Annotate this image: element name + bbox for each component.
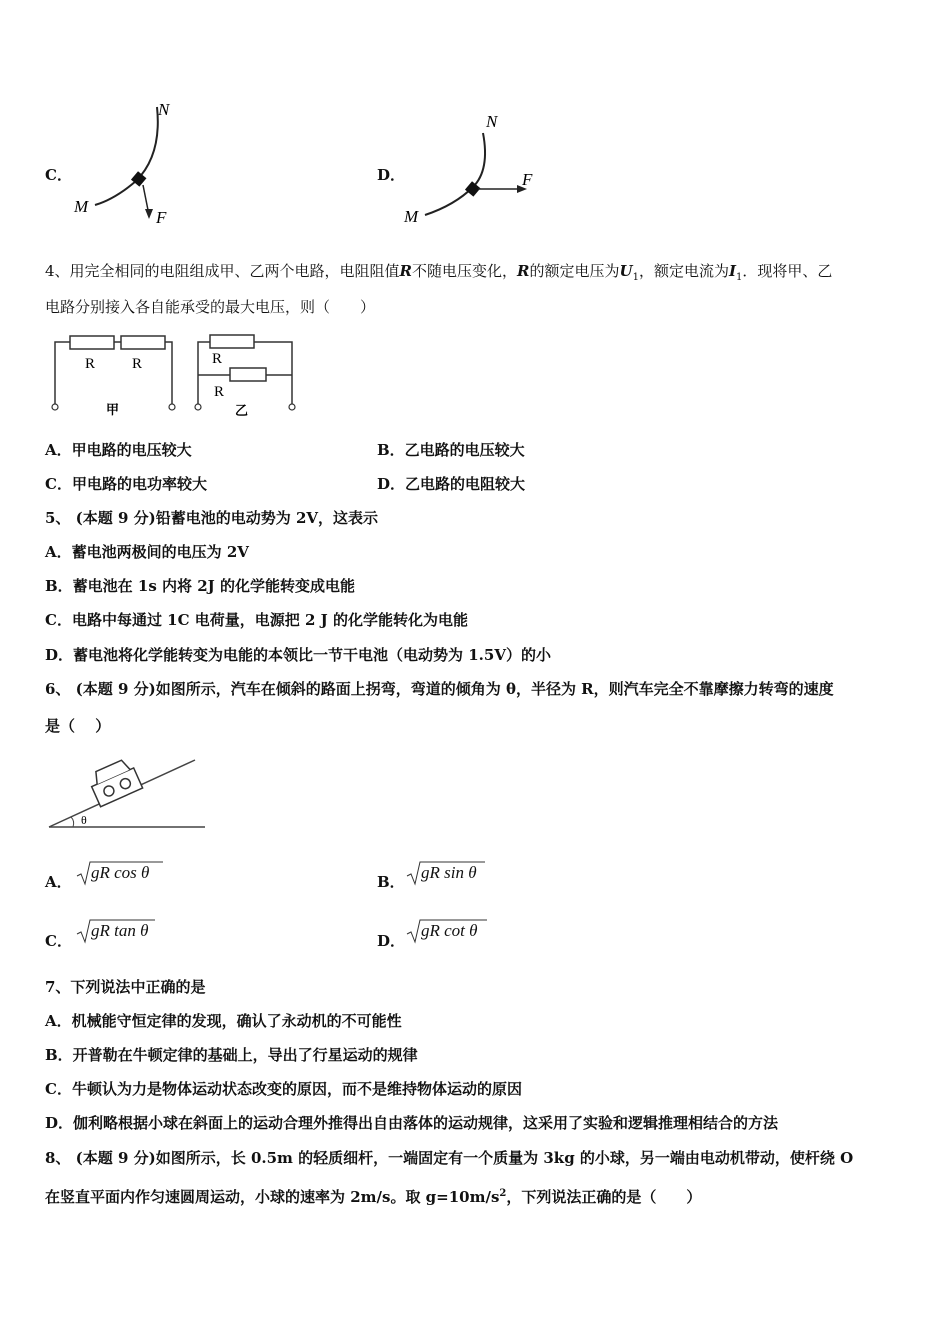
q5-option-d: D．蓄电池将化学能转变为电能的本领比一节干电池（电动势为 1.5V）的小 <box>45 646 551 664</box>
force-label: F <box>156 208 167 227</box>
point-n-label: N <box>486 112 498 131</box>
angle-label: θ <box>81 813 87 827</box>
q7-option-a: A．机械能守恒定律的发现，确认了永动机的不可能性 <box>45 1012 402 1030</box>
q7-option-b: B．开普勒在牛顿定律的基础上，导出了行星运动的规律 <box>45 1046 418 1064</box>
resistor-left <box>70 336 114 349</box>
q7-option-c: C．牛顿认为力是物体运动状态改变的原因，而不是维持物体运动的原因 <box>45 1080 522 1098</box>
q6-stem-line1: 6、 (本题 9 分)如图所示，汽车在倾斜的路面上拐弯，弯道的倾角为 θ，半径为 R，则汽车完全不靠摩擦力转弯的速度 <box>45 680 834 698</box>
q6-banked-road-figure <box>45 745 215 835</box>
terminal <box>195 404 201 410</box>
q6-option-a-expr: gR cos θ <box>75 860 165 888</box>
q3-option-c-label: C． <box>45 166 72 184</box>
circuit-yi <box>190 330 310 420</box>
q6-option-c-label: C． <box>45 932 72 950</box>
q6-option-c-expr: gR tan θ <box>75 918 165 946</box>
q4-option-d: D．乙电路的电阻较大 <box>377 475 526 493</box>
curved-path <box>425 133 485 215</box>
q4-option-c: C．甲电路的电功率较大 <box>45 475 207 493</box>
resistor-label: R <box>85 356 96 372</box>
circuit-caption: 乙 <box>235 403 249 418</box>
q6-stem-line2: 是（ ） <box>45 717 111 735</box>
circuit-caption: 甲 <box>106 402 120 417</box>
q4-stem-line2: 电路分别接入各自能承受的最大电压，则（ ） <box>45 298 376 316</box>
q7-stem: 7、下列说法中正确的是 <box>45 978 206 996</box>
car-icon <box>87 757 143 807</box>
terminal <box>52 404 58 410</box>
resistor-right <box>121 336 165 349</box>
q6-option-b-label: B． <box>377 873 405 891</box>
angle-arc <box>71 817 74 827</box>
q6-option-a-label: A． <box>45 873 72 891</box>
q5-option-c: C．电路中每通过 1C 电荷量，电源把 2 J 的化学能转化为电能 <box>45 611 468 629</box>
terminal <box>169 404 175 410</box>
q3-option-d-label: D． <box>377 166 406 184</box>
q5-option-a: A．蓄电池两极间的电压为 2V <box>45 543 249 561</box>
q6-option-d-label: D． <box>377 932 406 950</box>
q3-option-c-figure <box>70 95 210 230</box>
q7-option-d: D．伽利略根据小球在斜面上的运动合理外推得出自由落体的运动规律，这采用了实验和逻辑推理相结合的方法 <box>45 1114 779 1132</box>
point-m-label: M <box>74 197 89 216</box>
curved-path <box>95 107 158 205</box>
resistor-bottom <box>230 368 266 381</box>
q4-option-b: B．乙电路的电压较大 <box>377 441 525 459</box>
q4-stem-line1: 4、用完全相同的电阻组成甲、乙两个电路，电阻阻值R不随电压变化，R的额定电压为$U_1$，额定电流为$I_1$．现将甲、乙 <box>45 262 833 283</box>
q5-stem: 5、 (本题 9 分)铅蓄电池的电动势为 2V，这表示 <box>45 509 379 527</box>
q6-option-d-expr: gR cot θ <box>405 918 495 946</box>
resistor-label: R <box>212 351 223 367</box>
point-m-label: M <box>404 207 419 226</box>
resistor-label: R <box>132 356 143 372</box>
q3-option-d-figure <box>400 105 560 235</box>
force-label: F <box>522 170 533 189</box>
resistor-label: R <box>214 384 225 400</box>
q5-option-b: B．蓄电池在 1s 内将 2J 的化学能转变成电能 <box>45 577 355 595</box>
point-n-label: N <box>158 100 170 119</box>
terminal <box>289 404 295 410</box>
q8-stem-line1: 8、 (本题 9 分)如图所示，长 0.5m 的轻质细杆，一端固定有一个质量为 3kg 的小球，另一端由电动机带动，使杆绕 O <box>45 1149 854 1167</box>
circuit-jia <box>48 330 188 420</box>
resistor-top <box>210 335 254 348</box>
q4-option-a: A．甲电路的电压较大 <box>45 441 192 459</box>
q6-option-b-expr: gR sin θ <box>405 860 495 888</box>
q8-stem-line2: 在竖直平面内作匀速圆周运动，小球的速率为 2m/s。取 $g=10m/s^2$，下列说法正确的是（ ） <box>45 1188 702 1206</box>
